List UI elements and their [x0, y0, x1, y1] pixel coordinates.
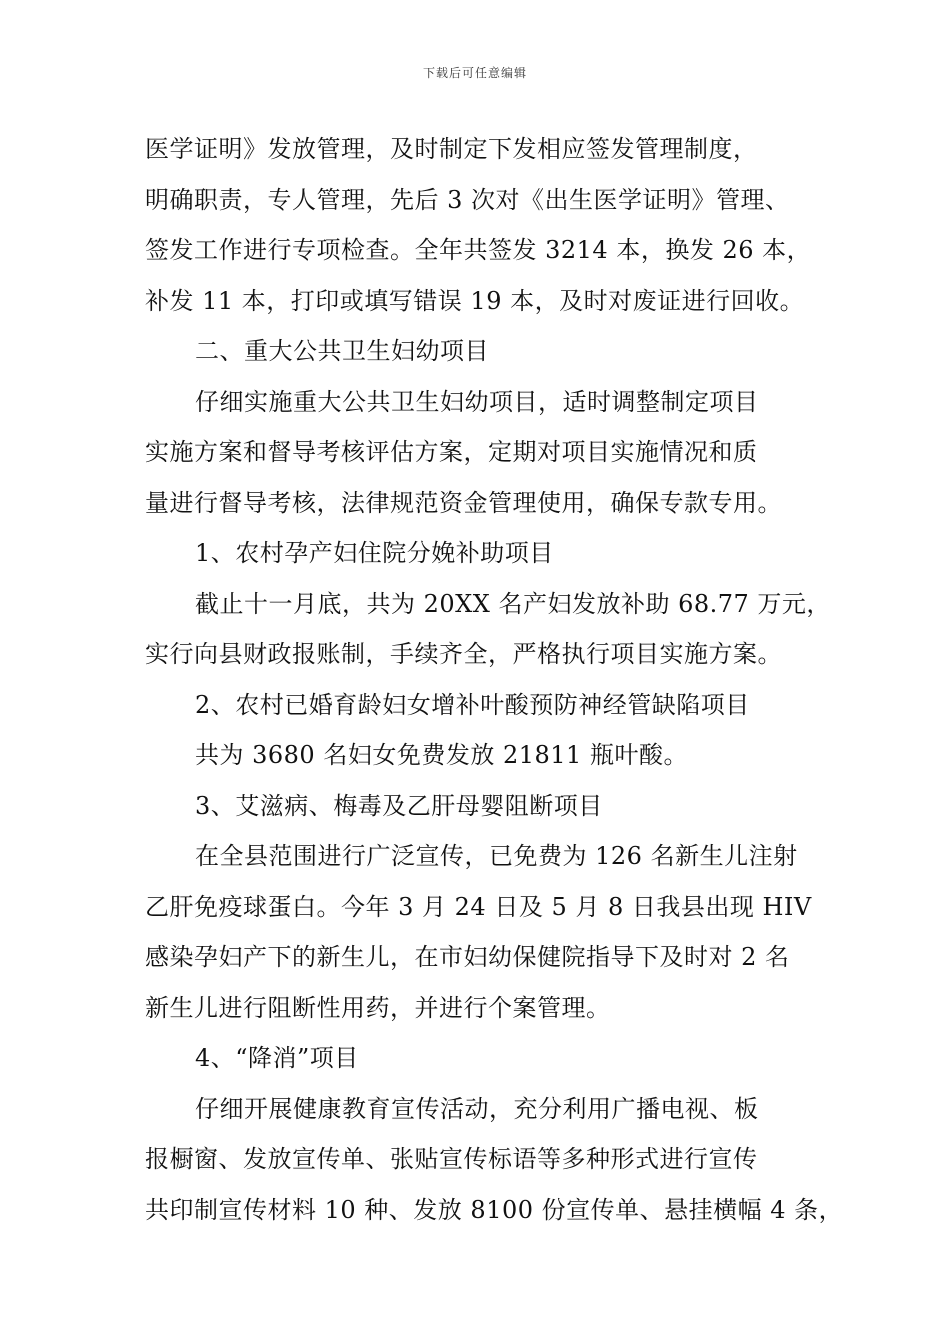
text-line: 仔细实施重大公共卫生妇幼项目，适时调整制定项目 — [195, 387, 759, 416]
document-body — [145, 124, 844, 1235]
page-header-note: 下载后可任意编辑 — [422, 66, 527, 80]
subsection-heading: 4、“降消”项目 — [195, 1044, 359, 1072]
subsection-heading: 1、农村孕产妇住院分娩补助项目 — [195, 539, 554, 567]
text-line: 量进行督导考核，法律规范资金管理使用，确保专款专用。 — [145, 488, 782, 517]
text-line: 明确职责，专人管理，先后 3 次对《出生医学证明》管理、 — [145, 185, 790, 214]
text-line: 实行向县财政报账制，手续齐全，严格执行项目实施方案。 — [145, 640, 782, 668]
text-line: 新生儿进行阻断性用药，并进行个案管理。 — [145, 993, 611, 1022]
subsection-heading: 3、艾滋病、梅毒及乙肝母婴阻断项目 — [195, 791, 603, 820]
section-heading: 二、重大公共卫生妇幼项目 — [195, 337, 489, 365]
text-line: 报橱窗、发放宣传单、张贴宣传标语等多种形式进行宣传 — [145, 1145, 758, 1173]
text-line: 在全县范围进行广泛宣传，已免费为 126 名新生儿注射 — [195, 842, 798, 870]
text-line: 签发工作进行专项检查。全年共签发 3214 本，换发 26 本， — [145, 236, 812, 264]
subsection-heading: 2、农村已婚育龄妇女增补叶酸预防神经管缺陷项目 — [195, 690, 750, 719]
text-line: 仔细开展健康教育宣传活动，充分利用广播电视、板 — [195, 1094, 759, 1123]
text-line: 截止十一月底，共为 20XX 名产妇发放补助 68.77 万元， — [195, 589, 831, 618]
text-line: 乙肝免疫球蛋白。今年 3 月 24 日及 5 月 8 日我县出现 HIV — [145, 892, 812, 921]
text-line: 感染孕妇产下的新生儿，在市妇幼保健院指导下及时对 2 名 — [145, 943, 790, 971]
text-line: 共为 3680 名妇女免费发放 21811 瓶叶酸。 — [195, 741, 688, 769]
text-line: 医学证明》发放管理，及时制定下发相应签发管理制度， — [145, 135, 758, 163]
text-line: 共印制宣传材料 10 种、发放 8100 份宣传单、悬挂横幅 4 条， — [145, 1195, 844, 1224]
text-line: 补发 11 本，打印或填写错误 19 本，及时对废证进行回收。 — [145, 286, 805, 315]
text-line: 实施方案和督导考核评估方案，定期对项目实施情况和质 — [145, 438, 758, 466]
